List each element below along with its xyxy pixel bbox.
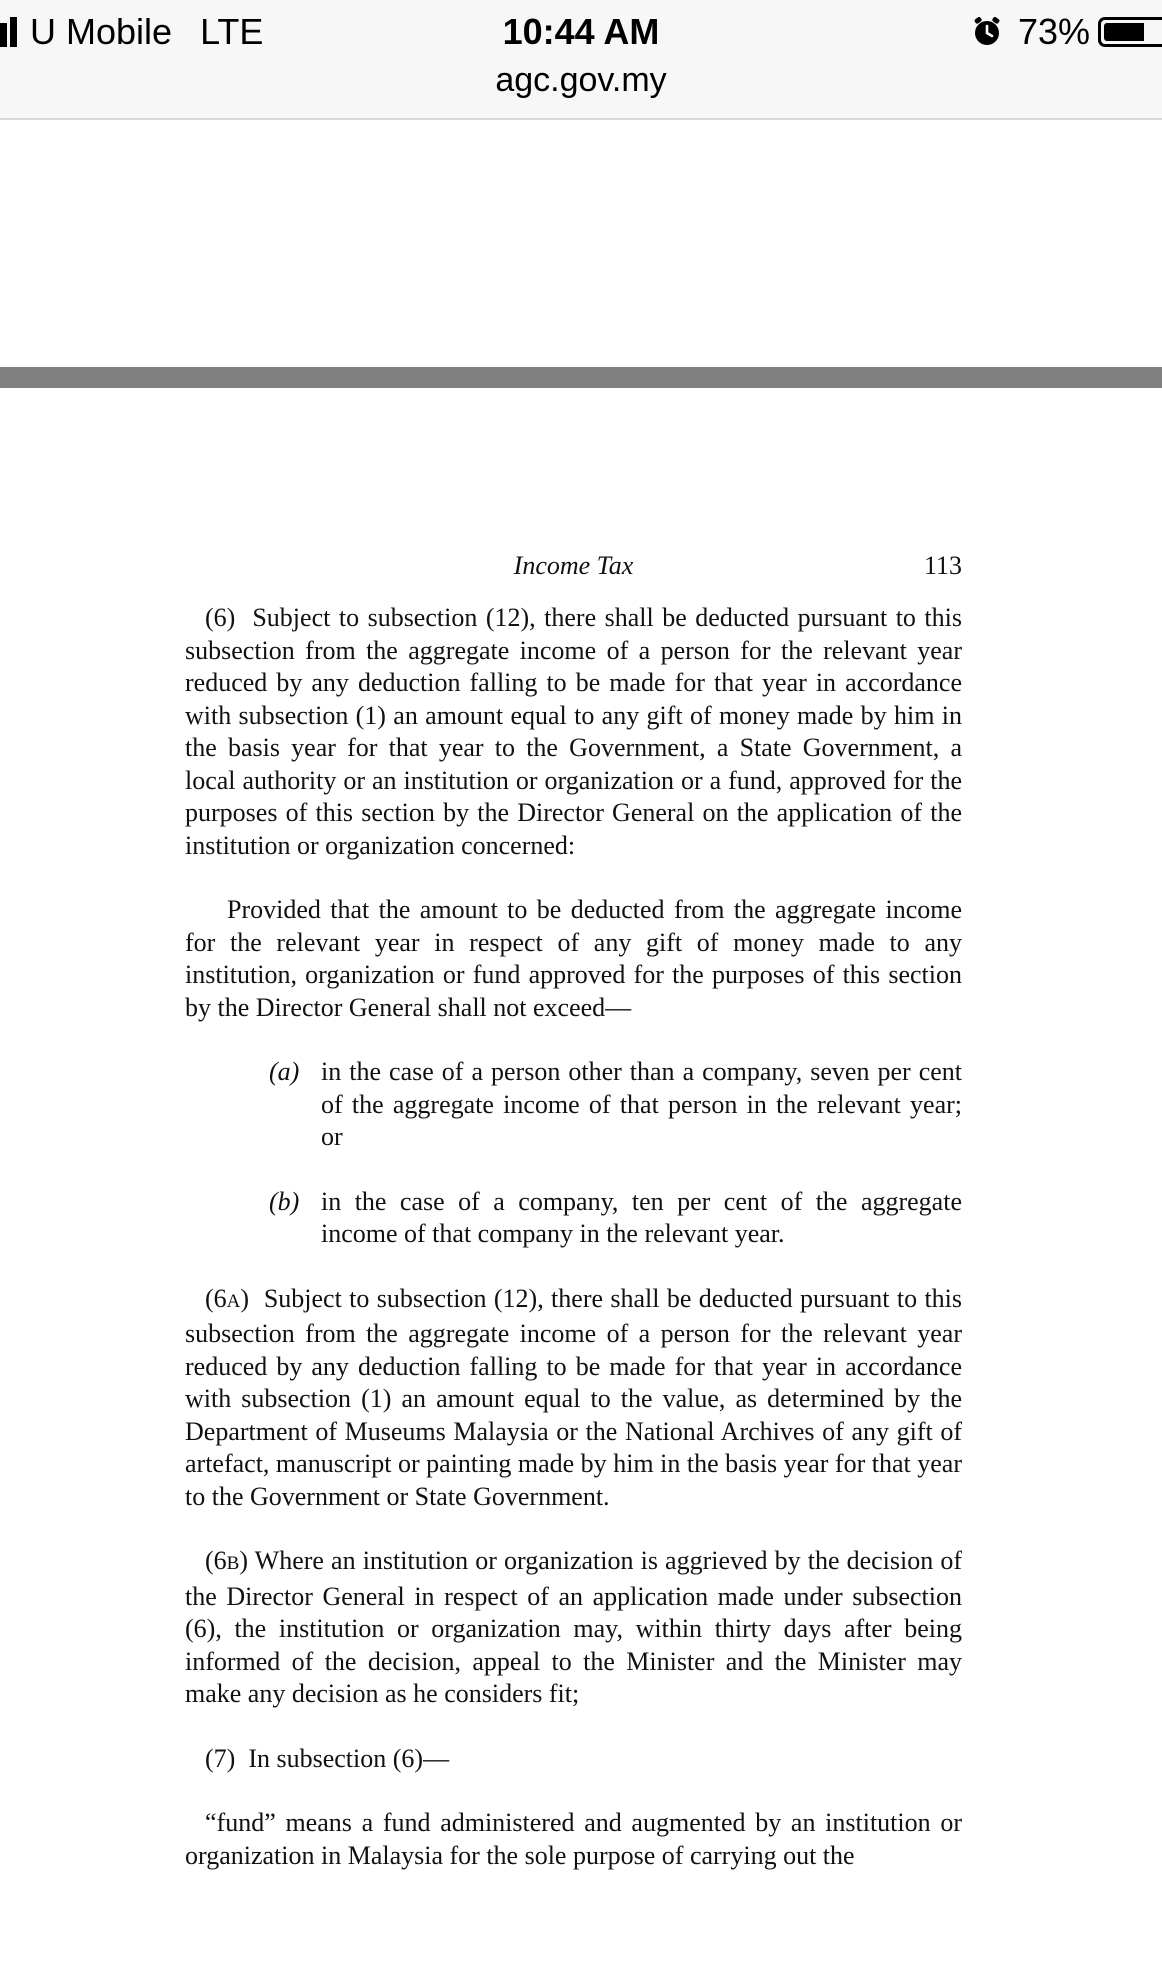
page-header <box>185 550 962 590</box>
subsection-6-label: (6) <box>205 603 236 632</box>
subsection-6-text: Subject to subsection (12), there shall be deducted pursuant to this subsection from the aggregate income of a person for the relevant year reduced by any deduction falling to be made for that year in accordance with subsection (1) an amount equal to any gift of money made by him in the basis year for that year to the Government, a State Government, a local authority or an institution or organization or a fund, approved for the purposes of this section by the Director General on the application of the institution or organization concerned: <box>185 603 962 860</box>
list-item <box>185 1186 962 1251</box>
label-part: A <box>226 1290 241 1312</box>
label-part: ) <box>240 1283 250 1313</box>
subsection-7 <box>185 1743 962 1776</box>
label-part: (6 <box>205 1546 227 1575</box>
pdf-page <box>185 550 962 1904</box>
subsection-6b <box>185 1545 962 1711</box>
browser-top-bar <box>0 0 1162 120</box>
page-number: 113 <box>923 551 962 580</box>
proviso-paragraph: Provided that the amount to be deducted from the aggregate income for the relevant year in respect of any gift of money made to any institution, organization or fund approved for the purposes of this section by the Director General shall not exceed— <box>185 895 962 1022</box>
subsection-6b-text: Where an institution or organization is aggrieved by the decision of the Director General in respect of an application made under subsection (6), the institution or organization may, within thirty days after being informed of the decision, appeal to the Minister and the Minister may make any decision as he considers fit; <box>185 1546 963 1708</box>
subsection-6a-text: Subject to subsection (12), there shall be deducted pursuant to this subsection from the aggregate income of a person for the relevant year reduced by any deduction falling to be made for that year in accordance with subsection (1) an amount equal to the value, as determined by the Department of Museums Malaysia or the National Archives of any gift of artefact, manuscript or painting made by him in the basis year for that year to the Government or State Government. <box>185 1283 963 1511</box>
battery-percentage: 73% <box>1017 11 1090 52</box>
label-part: ) <box>239 1546 249 1575</box>
pdf-page-separator <box>0 367 1162 388</box>
fund-definition: “fund” means a fund administered and augmented by an institution or organization in Malaysia for the sole purpose of carrying out the <box>185 1808 962 1870</box>
subsection-7-text: In subsection (6)— <box>248 1743 450 1773</box>
status-bar-right <box>972 8 1162 56</box>
subsection-7-label: (7) <box>205 1743 236 1773</box>
list-item-label: (b) <box>269 1186 300 1216</box>
address-bar-url[interactable]: agc.gov.my <box>495 61 667 99</box>
battery-level-fill <box>1104 23 1144 41</box>
carrier-name: U Mobile <box>30 11 173 52</box>
alarm-clock-icon <box>972 17 1002 47</box>
subsection-6 <box>185 602 962 862</box>
network-type: LTE <box>200 11 264 52</box>
subsection-6b-label <box>205 1546 248 1575</box>
label-part: (6 <box>205 1283 227 1313</box>
list-item-label: (a) <box>269 1057 300 1086</box>
status-bar-time: 10:44 AM <box>502 11 660 52</box>
list-item-text: in the case of a company, ten per cent of the aggregate income of that company in the relevant year. <box>321 1186 962 1248</box>
subsection-6a <box>185 1283 962 1514</box>
label-part: B <box>226 1553 240 1574</box>
battery-icon <box>1098 17 1162 47</box>
list-item-text: in the case of a person other than a company, seven per cent of the aggregate income of that person in the relevant year; or <box>321 1057 962 1151</box>
list-item <box>185 1056 962 1154</box>
subsection-6a-label <box>205 1284 249 1313</box>
running-title: Income Tax <box>513 551 634 580</box>
